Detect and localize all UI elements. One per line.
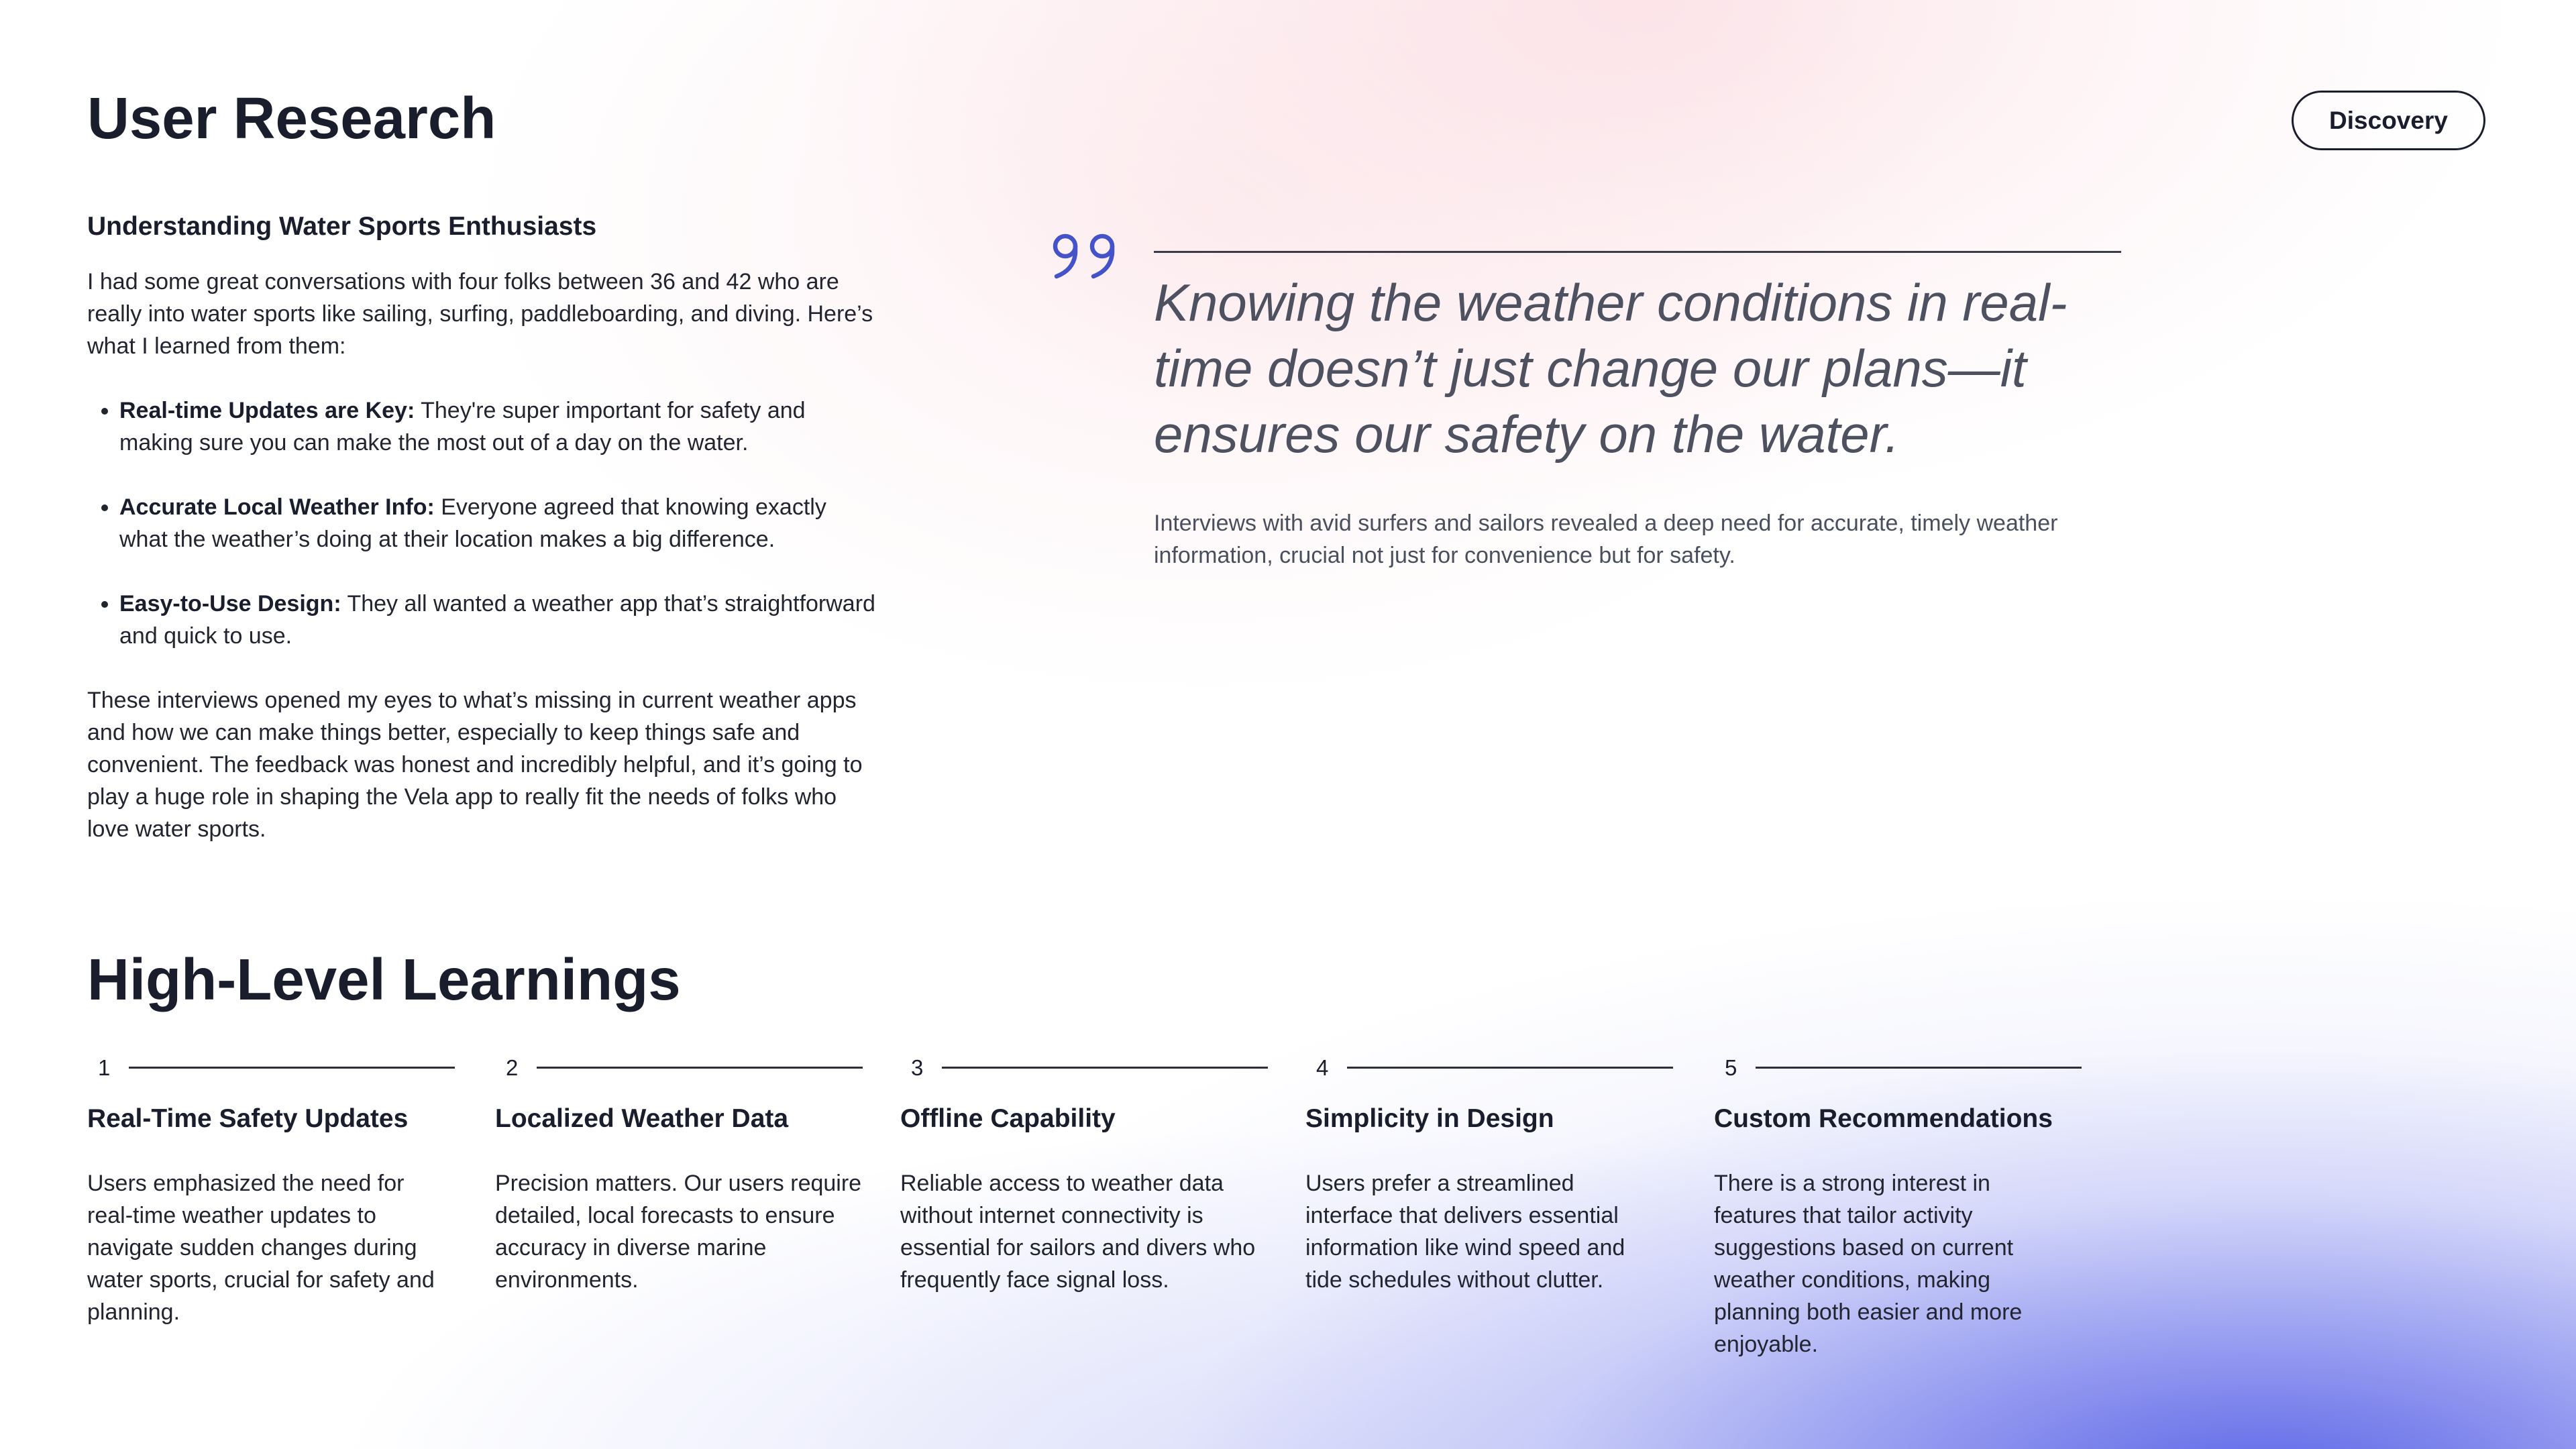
learning-title: Simplicity in Design <box>1305 1104 1554 1133</box>
finding-text: Everyone agreed that knowing exactly what the weather’s doing at their location makes a big difference. <box>119 494 826 552</box>
learning-divider <box>537 1067 863 1069</box>
learning-number: 3 <box>911 1055 924 1080</box>
learning-text: Reliable access to weather data without internet connectivity is essential for sailors and divers who frequently face signal loss. <box>900 1171 1256 1293</box>
finding-item <box>119 491 879 555</box>
pull-quote: Knowing the weather conditions in real-time doesn’t just change our plans—it ensures our safety on the water. <box>1154 273 2068 464</box>
learning-title: Localized Weather Data <box>495 1104 789 1133</box>
findings-list <box>87 394 879 652</box>
finding-label: Accurate Local Weather Info: <box>119 494 435 520</box>
learning-number: 5 <box>1725 1055 1737 1080</box>
learning-card <box>495 1052 871 1293</box>
learning-text: Users emphasized the need for real-time weather updates to navigate sudden changes during water sports, crucial for safety and planning. <box>87 1171 435 1325</box>
finding-label: Real-time Updates are Key: <box>119 398 415 423</box>
research-subtitle: Understanding Water Sports Enthusiasts <box>87 212 597 241</box>
finding-label: Easy-to-Use Design: <box>119 591 341 616</box>
finding-text: They're super important for safety and making sure you can make the most out of a day on the water. <box>119 398 806 455</box>
learning-card <box>87 1052 463 1325</box>
learning-title: Real-Time Safety Updates <box>87 1104 409 1133</box>
quote-caption: Interviews with avid surfers and sailors revealed a deep need for accurate, timely weather information, crucial not just for convenience but for safety. <box>1154 511 2058 568</box>
learnings-title: High-Level Learnings <box>87 947 681 1012</box>
learning-number: 2 <box>506 1055 519 1080</box>
learning-title: Custom Recommendations <box>1714 1104 2053 1133</box>
research-summary <box>87 208 879 845</box>
learning-title: Offline Capability <box>900 1104 1116 1133</box>
learning-number: 1 <box>98 1055 111 1080</box>
finding-text: They all wanted a weather app that’s straightforward and quick to use. <box>119 591 875 649</box>
learning-card <box>900 1052 1276 1293</box>
learning-text: Users prefer a streamlined interface that delivers essential information like wind speed and tide schedules without clutter. <box>1305 1171 1625 1293</box>
learning-card <box>1305 1052 1681 1293</box>
learning-text: Precision matters. Our users require detailed, local forecasts to ensure accuracy in diverse marine environments. <box>495 1171 862 1293</box>
research-conclusion: These interviews opened my eyes to what’s missing in current weather apps and how we can make things better, especially to keep things safe and convenient. The feedback was honest and incredibly helpful, and it’s going to play a huge role in shaping the Vela app to really fit the needs of folks who love water sports. <box>87 688 863 842</box>
learning-number: 4 <box>1316 1055 1329 1080</box>
finding-item <box>119 394 879 459</box>
research-intro: I had some great conversations with four folks between 36 and 42 who are really into water sports like sailing, surfing, paddleboarding, and diving. Here’s what I learned from them: <box>87 269 873 359</box>
learning-text: There is a strong interest in features that tailor activity suggestions based on current weather conditions, making planning both easier and more enjoyable. <box>1714 1171 2023 1357</box>
quote-divider <box>1154 251 2121 253</box>
learning-divider <box>1347 1067 1673 1069</box>
quote-icon <box>1050 232 1124 286</box>
learning-card <box>1714 1052 2090 1357</box>
page-title: User Research <box>87 86 496 151</box>
learning-divider <box>129 1067 455 1069</box>
discovery-tag[interactable]: Discovery <box>2292 91 2485 150</box>
finding-item <box>119 588 879 652</box>
learning-divider <box>1756 1067 2082 1069</box>
learning-divider <box>942 1067 1268 1069</box>
